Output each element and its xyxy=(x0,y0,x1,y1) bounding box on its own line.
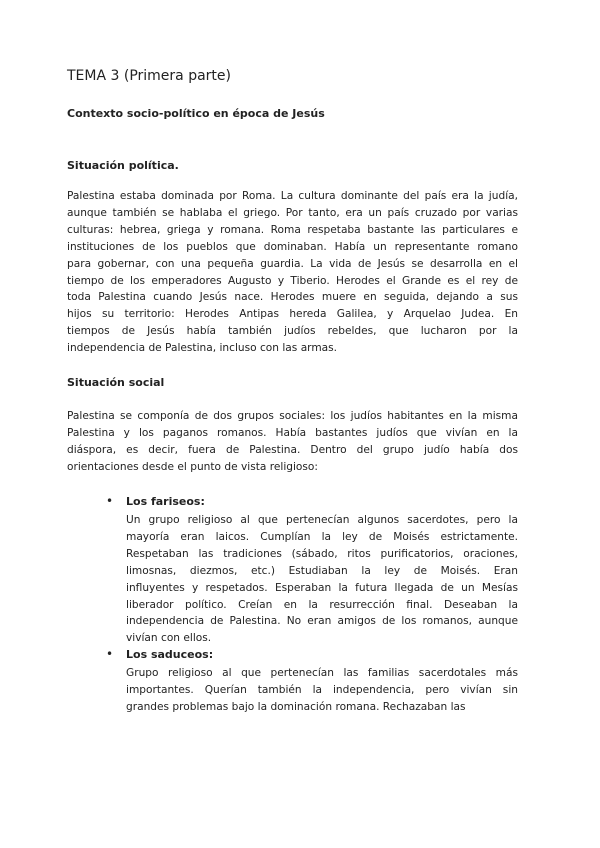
text-line: Palestina y los paganos romanos. Había bastantes judíos que vivían en la xyxy=(67,426,518,439)
paragraph-politica xyxy=(67,188,518,357)
text-line: culturas: hebrea, griega y romana. Roma respetaba bastante las particulares e xyxy=(67,223,518,236)
text-line: independencia de Palestina. No eran amigos de los romanos, aunque xyxy=(126,615,518,628)
text-line: orientaciones desde el punto de vista religioso: xyxy=(67,460,318,473)
paragraph-social xyxy=(67,408,518,476)
text-line: diáspora, es decir, fuera de Palestina. Dentro del grupo judío había dos xyxy=(67,443,518,456)
bullet-text-fariseos xyxy=(126,512,518,647)
text-line: Grupo religioso al que pertenecían las familias sacerdotales más xyxy=(126,667,518,679)
bullet-icon: • xyxy=(106,494,114,508)
bullet-label-fariseos: Los fariseos: xyxy=(126,495,205,508)
document-subtitle: Contexto socio-político en época de Jesús xyxy=(67,107,325,120)
bullet-label-saduceos: Los saduceos: xyxy=(126,648,214,661)
text-line: importantes. Querían también la independencia, pero vivían sin xyxy=(126,683,518,696)
text-line: Palestina se componía de dos grupos sociales: los judíos habitantes en la misma xyxy=(67,410,518,422)
text-line: Un grupo religioso al que pertenecían algunos sacerdotes, pero la xyxy=(126,514,518,526)
text-line: influyentes y respetados. Esperaban la futura llegada de un Mesías xyxy=(126,581,518,594)
text-line: Respetaban las tradiciones (sábado, ritos purificatorios, oraciones, xyxy=(126,547,518,560)
text-line: grandes problemas bajo la dominación romana. Rechazaban las xyxy=(126,700,466,713)
text-line: tiempos de Jesús había también judíos rebeldes, que lucharon por la xyxy=(67,325,518,338)
text-line: Palestina estaba dominada por Roma. La cultura dominante del país era la judía, xyxy=(67,190,518,202)
text-line: tiempo de los emperadores Augusto y Tiberio. Herodes el Grande es el rey de xyxy=(67,274,518,287)
document-title: TEMA 3 (Primera parte) xyxy=(67,68,231,84)
text-line: liberador político. Creían en la resurrección final. Deseaban la xyxy=(126,598,518,611)
text-line: instituciones de los pueblos que dominaban. Había un representante romano xyxy=(67,240,518,253)
section-heading-social: Situación social xyxy=(67,376,165,389)
bullet-icon: • xyxy=(106,647,114,661)
text-line: hijos su territorio: Herodes Antipas hereda Galilea, y Arquelao Judea. En xyxy=(67,308,518,321)
bullet-text-saduceos xyxy=(126,665,518,716)
text-line: mayoría eran laicos. Cumplían la ley de Moisés estrictamente. xyxy=(126,530,518,543)
text-line: limosnas, diezmos, etc.) Estudiaban la ley de Moisés. Eran xyxy=(126,564,518,577)
text-line: independencia de Palestina, incluso con las armas. xyxy=(67,342,338,355)
text-line: para gobernar, con una pequeña guardia. La vida de Jesús se desarrolla en el xyxy=(67,257,518,270)
section-heading-politica: Situación política. xyxy=(67,159,179,172)
text-line: aunque también se hablaba el griego. Por tanto, era un país cruzado por varias xyxy=(67,206,518,219)
text-line: toda Palestina cuando Jesús nace. Herodes muere en seguida, dejando a sus xyxy=(67,291,518,304)
text-line: vivían con ellos. xyxy=(126,632,212,645)
